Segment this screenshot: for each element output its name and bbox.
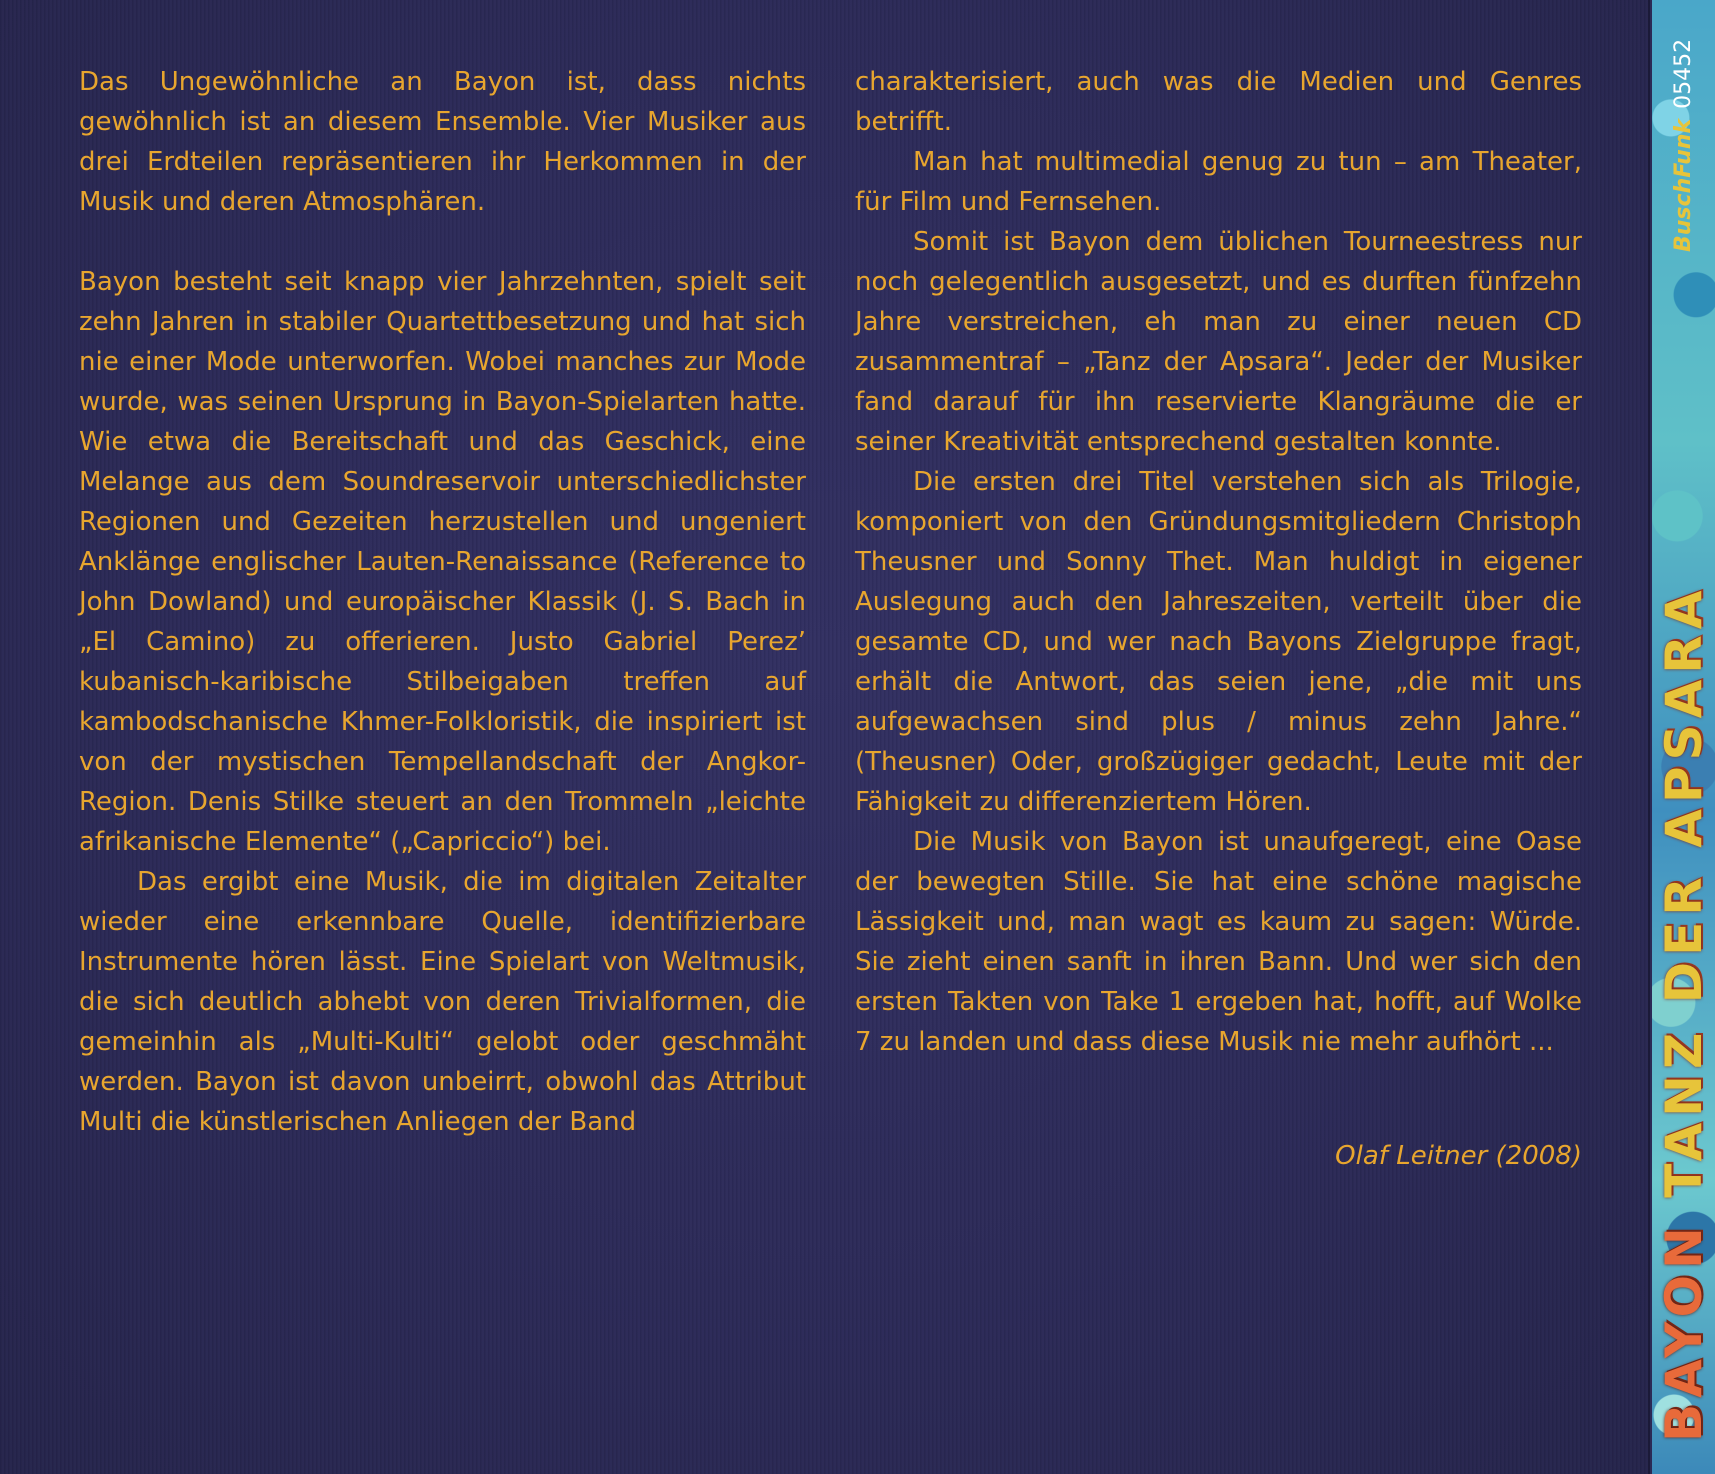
spine-artist: BAYON xyxy=(1654,1221,1713,1442)
paragraph: Die Musik von Bayon ist unaufgeregt, eine Oase der bewegten Stille. Sie hat eine schöne magische Lässigkeit und, man wagt es kaum zu sagen: Würde. Sie zieht einen sanft in ihren Bann. Und wer sich den ersten Takten von Take 1 ergeben hat, hofft, auf Wolke 7 zu landen und dass diese Musik nie mehr aufhört ... xyxy=(855,827,1582,1057)
spine-album-title: TANZ DER APSARA xyxy=(1654,584,1713,1198)
right-text-column xyxy=(855,62,1582,1062)
paragraph: Bayon besteht seit knapp vier Jahrzehnten, spielt seit zehn Jahren in stabiler Quartettbesetzung und hat sich nie einer Mode unterworfen. Wobei manches zur Mode wurde, was seinen Ursprung in Bayon-Spielarten hatte. Wie etwa die Bereitschaft und das Geschick, eine Melange aus dem Soundreservoir unterschiedlichster Regionen und Gezeiten herzustellen und ungeniert Anklänge englischer Lauten-Renaissance (Reference to John Dowland) und europäischer Klassik (J. S. Bach in „El Camino) zu offerieren. Justo Gabriel Perez’ kubanisch-karibische Stilbeigaben treffen auf kambodschanische Khmer-Folkloristik, die inspiriert ist von der mystischen Tempellandschaft der Angkor-Region. Denis Stilke steuert an den Trommeln „leichte afrikanische Elemente“ („Capriccio“) bei. xyxy=(79,267,806,857)
paragraph: Man hat multimedial genug zu tun – am Theater, für Film und Fernsehen. xyxy=(855,147,1582,217)
paragraph: Somit ist Bayon dem üblichen Tourneestress nur noch gelegentlich ausgesetzt, und es durften fünfzehn Jahre verstreichen, eh man zu einer neuen CD zusammentraf – „Tanz der Apsara“. Jeder der Musiker fand darauf für ihn reservierte Klangräume die er seiner Kreativität entsprechend gestalten konnte. xyxy=(855,227,1582,457)
paragraph: Das ergibt eine Musik, die im digitalen Zeitalter wieder eine erkennbare Quelle, identifizierbare Instrumente hören lässt. Eine Spielart von Weltmusik, die sich deutlich abhebt von deren Trivialformen, die gemeinhin als „Multi-Kulti“ gelobt oder geschmäht werden. Bayon ist davon unbeirrt, obwohl das Attribut Multi die künstlerischen Anliegen der Band xyxy=(79,867,806,1137)
spine-label xyxy=(1669,32,1699,252)
catalog-number: 05452 xyxy=(1670,38,1696,109)
label-logo: BuschFunk xyxy=(1670,118,1696,252)
spine-title xyxy=(1654,292,1714,1442)
cd-spine xyxy=(1652,0,1715,1474)
paragraph: Das Ungewöhnliche an Bayon ist, dass nichts gewöhnlich ist an diesem Ensemble. Vier Musiker aus drei Erdteilen repräsentieren ihr Herkommen in der Musik und deren Atmosphären. xyxy=(79,67,806,217)
author-signature: Olaf Leitner (2008) xyxy=(1335,1141,1582,1171)
paragraph: Die ersten drei Titel verstehen sich als Trilogie, komponiert von den Gründungsmitgliedern Christoph Theusner und Sonny Thet. Man huldigt in eigener Auslegung auch den Jahreszeiten, verteilt über die gesamte CD, und wer nach Bayons Zielgruppe fragt, erhält die Antwort, das seien jene, „die mit uns aufgewachsen sind plus / minus zehn Jahre.“ (Theusner) Oder, großzügiger gedacht, Leute mit der Fähigkeit zu differenziertem Hören. xyxy=(855,467,1582,817)
paragraph: charakterisiert, auch was die Medien und Genres betrifft. xyxy=(855,67,1582,137)
left-text-column xyxy=(79,62,806,1142)
